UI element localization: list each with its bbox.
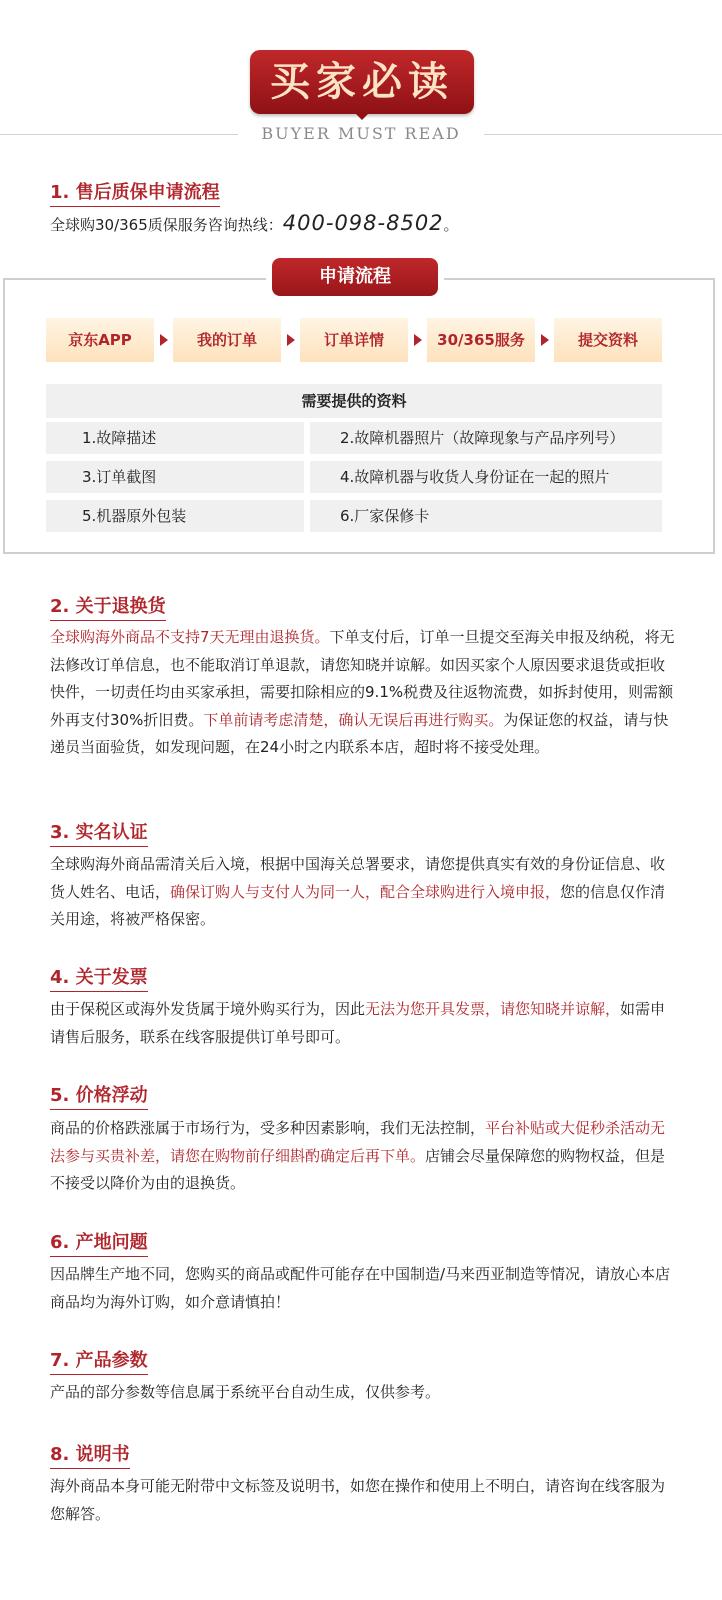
requirement-item: 6.厂家保修卡 — [310, 500, 662, 532]
header-divider-right — [484, 134, 722, 135]
section-5-text-1: 商品的价格跌涨属于市场行为，受多种因素影响，我们无法控制， — [50, 1119, 486, 1137]
hotline-text — [50, 210, 678, 240]
section-7-text: 产品的部分参数等信息属于系统平台自动生成，仅供参考。 — [50, 1383, 441, 1401]
step-service: 30/365服务 — [427, 318, 535, 362]
requirement-item: 1.故障描述 — [46, 422, 304, 454]
section-4-text — [50, 996, 678, 1051]
hotline-label: 全球购30/365质保服务咨询热线： — [50, 216, 283, 234]
requirement-item: 2.故障机器照片（故障现象与产品序列号） — [310, 422, 662, 454]
step-arrow-icon — [414, 334, 422, 346]
section-8-text: 海外商品本身可能无附带中文标签及说明书，如您在操作和使用上不明白，请咨询在线客服为您解答。 — [50, 1477, 666, 1523]
section-3-title: 3. 实名认证 — [50, 822, 148, 847]
section-2-text-2: 为保证您的权益，请与快递员当面验货，如发现问题，在24小时之内联系本店，超时将不接受处理。 — [50, 710, 669, 756]
section-2-text — [50, 624, 678, 762]
section-4-highlight-1: 无法为您开具发票，请您知晓并谅解， — [365, 1000, 621, 1018]
section-2-text-1: 下单支付后，订单一旦提交至海关申报及纳税，将无法修改订单信息，也不能取消订单退款，请您知晓并谅解。如因买家个人原因要求退货或拒收快件，一切责任均由买家承担，需要扣除相应的9.1%税费及往返物流费，如拆封使用，则需额外再支付30%折旧费。 — [50, 628, 675, 729]
section-3-text-2: 您的信息仅作清关用途，将被严格保密。 — [50, 882, 666, 928]
hotline-end: 。 — [443, 216, 459, 234]
step-submit: 提交资料 — [554, 318, 662, 362]
step-my-orders: 我的订单 — [173, 318, 281, 362]
section-8-title: 8. 说明书 — [50, 1444, 130, 1469]
section-5-highlight-1: 平台补贴或大促秒杀活动无法参与买贵补差，请您在购物前仔细斟酌确定后再下单。 — [50, 1119, 666, 1165]
page-subtitle: BUYER MUST READ — [261, 124, 461, 143]
requirement-item: 3.订单截图 — [46, 461, 304, 493]
hotline-number: 400-098-8502 — [282, 211, 444, 235]
section-5-text-2: 店铺会尽量保障您的购物权益，但是不接受以降价为由的退换货。 — [50, 1146, 666, 1192]
page-title: 买家必读 — [250, 50, 474, 114]
section-6-text: 因品牌生产地不同，您购买的商品或配件可能存在中国制造/马来西亚制造等情况，请放心本店商品均为海外订购，如介意请慎拍！ — [50, 1265, 671, 1311]
section-5-title: 5. 价格浮动 — [50, 1085, 148, 1110]
requirement-item: 5.机器原外包装 — [46, 500, 304, 532]
section-3-text-1: 全球购海外商品需清关后入境，根据中国海关总署要求，请您提供真实有效的身份证信息、收货人姓名、电话， — [50, 855, 666, 901]
section-2-title: 2. 关于退换货 — [50, 596, 166, 621]
section-6-title: 6. 产地问题 — [50, 1232, 148, 1257]
section-4-text-2: 如需申请售后服务，联系在线客服提供订单号即可。 — [50, 1000, 666, 1046]
process-title: 申请流程 — [272, 258, 438, 296]
section-2-highlight-2: 下单前请考虑清楚，确认无误后再进行购买。 — [203, 710, 504, 729]
section-4-title: 4. 关于发票 — [50, 967, 148, 992]
page-header — [0, 0, 722, 150]
section-5-text — [50, 1115, 678, 1198]
step-order-details: 订单详情 — [300, 318, 408, 362]
section-1-title: 1. 售后质保申请流程 — [50, 182, 220, 207]
requirements-title: 需要提供的资料 — [46, 384, 662, 418]
step-jd-app: 京东APP — [46, 318, 154, 362]
requirement-item: 4.故障机器与收货人身份证在一起的照片 — [310, 461, 662, 493]
section-2-highlight-1: 全球购海外商品不支持7天无理由退换货。 — [50, 628, 330, 646]
section-3-text — [50, 851, 678, 934]
title-badge-notch — [354, 112, 370, 120]
section-7-title: 7. 产品参数 — [50, 1350, 148, 1375]
header-divider-left — [0, 134, 238, 135]
section-4-text-1: 由于保税区或海外发货属于境外购买行为，因此 — [50, 1000, 366, 1018]
step-arrow-icon — [160, 334, 168, 346]
step-arrow-icon — [287, 334, 295, 346]
section-3-highlight-1: 确保订购人与支付人为同一人，配合全球购进行入境申报， — [170, 882, 561, 901]
step-arrow-icon — [541, 334, 549, 346]
